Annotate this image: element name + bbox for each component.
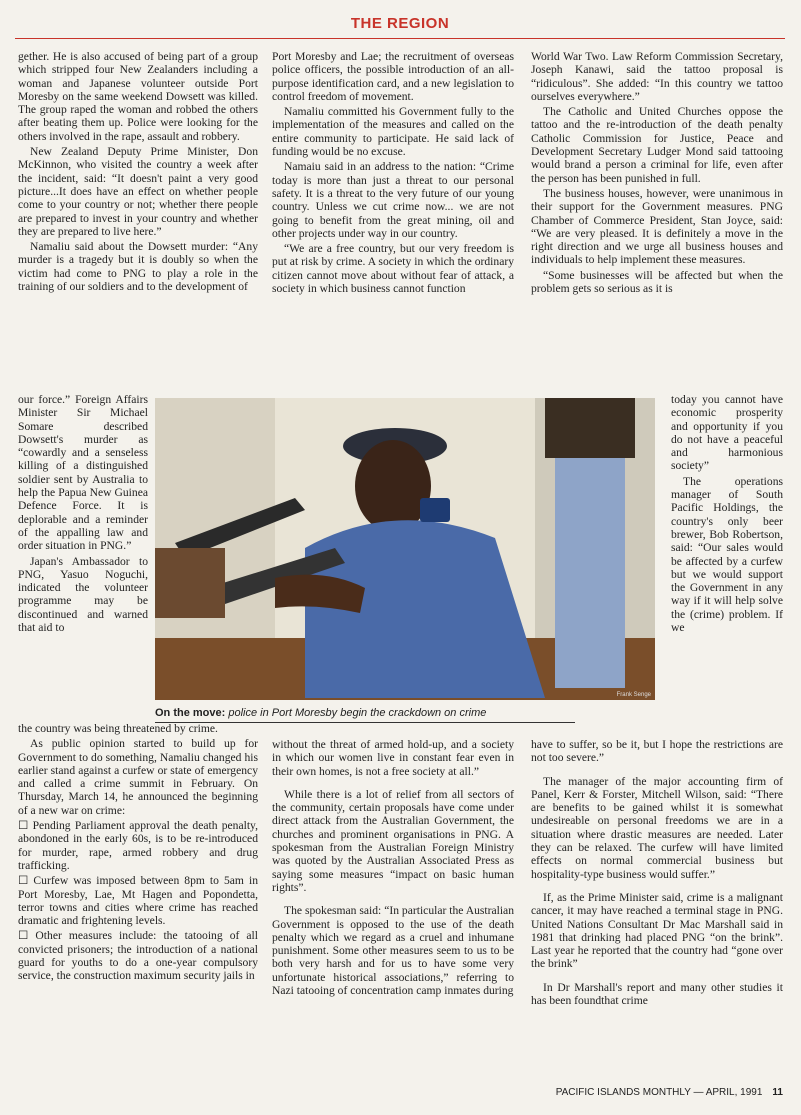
paragraph: In Dr Marshall's report and many other studies it has been foundthat crime xyxy=(531,980,783,1008)
paragraph: Port Moresby and Lae; the recruitment of overseas police officers, the possible introduction of an all-purpose identification card, and a new legislation to control freedom of movement. xyxy=(272,50,514,103)
paragraph: the country was being threatened by crime. xyxy=(18,722,218,735)
column-1-bottom xyxy=(18,722,258,1072)
bullet-item: ☐ Curfew was imposed between 8pm to 5am in Port Moresby, Lae, Mt Hagen and Popondetta, terror towns and cities where crime has reached dramatic and frightening levels. xyxy=(18,874,258,928)
paragraph: Namaliu committed his Government fully to the implementation of the measures and called on the entire community to participate. He said lack of funding would be no excuse. xyxy=(272,105,514,159)
publication-line: PACIFIC ISLANDS MONTHLY — APRIL, 1991 xyxy=(555,1087,763,1098)
paragraph: World War Two. Law Reform Commission Secretary, Joseph Kanawi, said the tattoo proposal is “ridiculous”. She added: “In this country we tattoo ourselves everywhere.” xyxy=(531,50,783,103)
paragraph: today you cannot have economic prosperity and opportunity if you do not have a peaceful and harmonious society” xyxy=(671,393,783,473)
paragraph: “Some businesses will be affected but when the problem gets so serious as it is xyxy=(531,268,783,296)
column-1-top xyxy=(18,50,258,393)
page-header xyxy=(15,12,785,39)
paragraph: The operations manager of South Pacific Holdings, the country's only beer brewer, Bob Robertson, said: “Our sales would be affected by a curfew but we would support the Government in any way if it will help solve the (crime) problem. If we xyxy=(671,474,783,635)
photo-credit: Frank Senge xyxy=(616,692,651,698)
column-2-bottom xyxy=(272,738,514,1072)
paragraph: The business houses, however, were unanimous in their support for the Government measures. PNG Chamber of Commerce President, Stan Joyce, said: “We are very pleased. It is definitely a move in the right direction and we urge all business houses and individuals to help implement these measures. xyxy=(531,186,783,267)
paragraph: As public opinion started to build up for Government to do something, Namaliu changed his earlier stand against a curfew or state of emergency and called a crime summit in February. On Thursday, March 14, he announced the beginning of a new war on crime: xyxy=(18,737,258,817)
paragraph: Namaliu said about the Dowsett murder: “Any murder is a tragedy but it is doubly so when the victim had come to PNG to play a role in the training of our soldiers and to the development of xyxy=(18,240,258,294)
column-3-top xyxy=(531,50,783,393)
caption-text: police in Port Moresby begin the crackdown on crime xyxy=(225,707,487,719)
paragraph: gether. He is also accused of being part of a group which stripped four New Zealanders including a woman and Japanese volunteer outside Port Moresby on the same weekend Dowsett was killed. The group raped the woman and robbed the others after beating them up. Police were looking for the others involved in the rape, assault and robbery. xyxy=(18,50,258,143)
paragraph: The Catholic and United Churches oppose the tattoo and the re-introduction of the death penalty Catholic Commission for Justice, Peace and Development Secretary Ludger Mond said tattooing would brand a person a criminal for life, even after the person has been punished in full. xyxy=(531,105,783,185)
police-radio-illustration xyxy=(155,398,655,700)
caption-lead: On the move: xyxy=(155,707,226,719)
paragraph: without the threat of armed hold-up, and a society in which our women live in constant fear even in their own homes, is not a free society at all.” xyxy=(272,738,514,778)
column-1-middle xyxy=(18,393,148,721)
news-photo xyxy=(155,398,655,700)
paragraph: While there is a lot of relief from all sectors of the community, certain proposals have come under direct attack from the Australian Government, the churches and prominent organisations in PNG. A spokesman from the Australian Foreign Ministry was quoted by the Australian Associated Press as saying some measures “impact on basic human rights”. xyxy=(272,787,514,894)
paragraph: have to suffer, so be it, but I hope the restrictions are not too severe.” xyxy=(531,738,783,765)
column-3-bottom xyxy=(531,738,783,1072)
paragraph: The spokesman said: “In particular the Australian Government is opposed to the use of the death penalty which we regard as a cruel and inhumane punishment. Some other measures seem to us to be both very harsh and for us to have some very unfortunate historical associations,” referring to Nazi tatooing of concentration camp inmates during xyxy=(272,904,514,998)
paragraph: The manager of the major accounting firm of Panel, Kerr & Forster, Mitchell Wilson, said: “There are benefits to be gained whilst it is somewhat undesireable on personal freedoms we are in a situation where drastic measures are needed. Later they can be relaxed. The curfew will have limited effects on normal commercial business but hospitality-type business would suffer.” xyxy=(531,774,783,881)
photo-caption xyxy=(155,707,575,723)
page-number: 11 xyxy=(772,1087,783,1098)
section-title: THE REGION xyxy=(350,15,450,32)
paragraph: Namaiu said in an address to the nation: “Crime today is more than just a threat to our personal safety. It is a threat to the very future of our young country. Unless we cut crime now... we are not going to benefit from the great mining, oil and other projects under way in our country. xyxy=(272,160,514,240)
page-footer xyxy=(520,1087,783,1098)
column-3-middle xyxy=(671,393,783,738)
paragraph: New Zealand Deputy Prime Minister, Don McKinnon, who visited the country a week after the incident, said: “It doesn't paint a very good picture...It does have an effect on whether people come to your country or not; whether there people are prepared to invest in your country and whether they are prepared to live here.” xyxy=(18,145,258,238)
bullet-item: ☐ Pending Parliament approval the death penalty, abondoned in the early 60s, is to be re-introduced for murder, rape, armed robbery and drug trafficking. xyxy=(18,819,258,872)
column-2-top xyxy=(272,50,514,393)
paragraph: our force.” Foreign Affairs Minister Sir Michael Somare described Dowsett's murder as “cowardly and a senseless killing of a distinguished soldier sent by Australia to help the Papua New Guinea Defence Force. It is deplorable and a reminder of the appalling law and order situation in PNG.” xyxy=(18,393,148,553)
bullet-item: ☐ Other measures include: the tatooing of all convicted prisoners; the introduction of a national guard for youths to do a one-year compulsory service, the construction maximum security jails in xyxy=(18,929,258,983)
paragraph: Japan's Ambassador to PNG, Yasuo Noguchi, indicated the volunteer programme may be discontinued and warned that aid to xyxy=(18,554,148,635)
paragraph: “We are a free country, but our very freedom is put at risk by crime. A society in which the ordinary citizen cannot move about without fear of attack, a society in which business cannot function xyxy=(272,242,514,296)
paragraph: If, as the Prime Minister said, crime is a malignant cancer, it may have reached a terminal stage in PNG. United Nations Consultant Dr Mac Marshall said in 1981 that drinking had placed PNG “on the brink”. Last year he reported that the country had “gone over the brink” xyxy=(531,890,783,971)
